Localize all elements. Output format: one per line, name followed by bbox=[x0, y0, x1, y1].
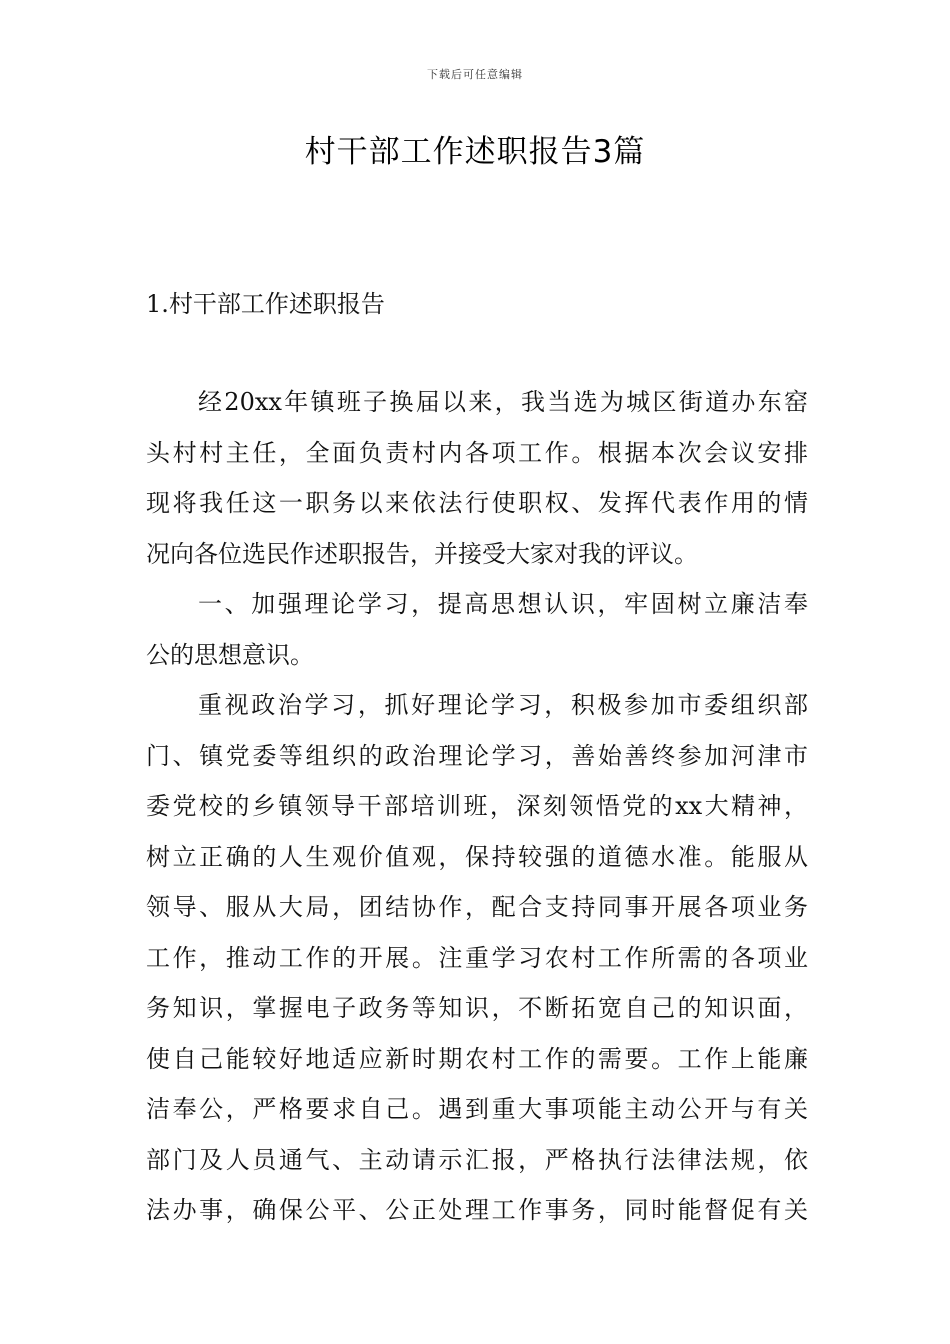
body-line: 树立正确的人生观价值观，保持较强的道德水准。能服从 bbox=[146, 842, 808, 871]
header-note: 下载后可任意编辑 bbox=[427, 68, 523, 81]
body-text bbox=[146, 377, 808, 1236]
body-line: 重视政治学习，抓好理论学习，积极参加市委组织部 bbox=[198, 691, 808, 719]
body-line: 法办事，确保公平、公正处理工作事务，同时能督促有关 bbox=[146, 1196, 808, 1224]
section-heading: 1.村干部工作述职报告 bbox=[146, 290, 385, 318]
body-line: 部门及人员通气、主动请示汇报，严格执行法律法规，依 bbox=[146, 1145, 808, 1174]
body-line: 委党校的乡镇领导干部培训班，深刻领悟党的xx大精神， bbox=[146, 792, 808, 820]
body-line: 使自己能较好地适应新时期农村工作的需要。工作上能廉 bbox=[146, 1044, 808, 1073]
body-line: 经20xx年镇班子换届以来，我当选为城区街道办东窑 bbox=[198, 388, 808, 416]
body-line: 门、镇党委等组织的政治理论学习，善始善终参加河津市 bbox=[146, 741, 808, 770]
body-line: 头村村主任，全面负责村内各项工作。根据本次会议安排 bbox=[146, 438, 808, 467]
document-title: 村干部工作述职报告3篇 bbox=[304, 134, 646, 170]
body-line: 公的思想意识。 bbox=[146, 640, 314, 669]
body-line: 一、加强理论学习，提高思想认识，牢固树立廉洁奉 bbox=[198, 590, 808, 618]
body-line: 工作，推动工作的开展。注重学习农村工作所需的各项业 bbox=[146, 943, 808, 972]
body-line: 现将我任这一职务以来依法行使职权、发挥代表作用的情 bbox=[146, 489, 808, 517]
body-line: 洁奉公，严格要求自己。遇到重大事项能主动公开与有关 bbox=[146, 1095, 808, 1123]
body-line: 领导、服从大局，团结协作，配合支持同事开展各项业务 bbox=[146, 893, 808, 921]
body-line: 况向各位选民作述职报告，并接受大家对我的评议。 bbox=[146, 539, 698, 568]
body-line: 务知识，掌握电子政务等知识，不断拓宽自己的知识面， bbox=[146, 994, 808, 1022]
